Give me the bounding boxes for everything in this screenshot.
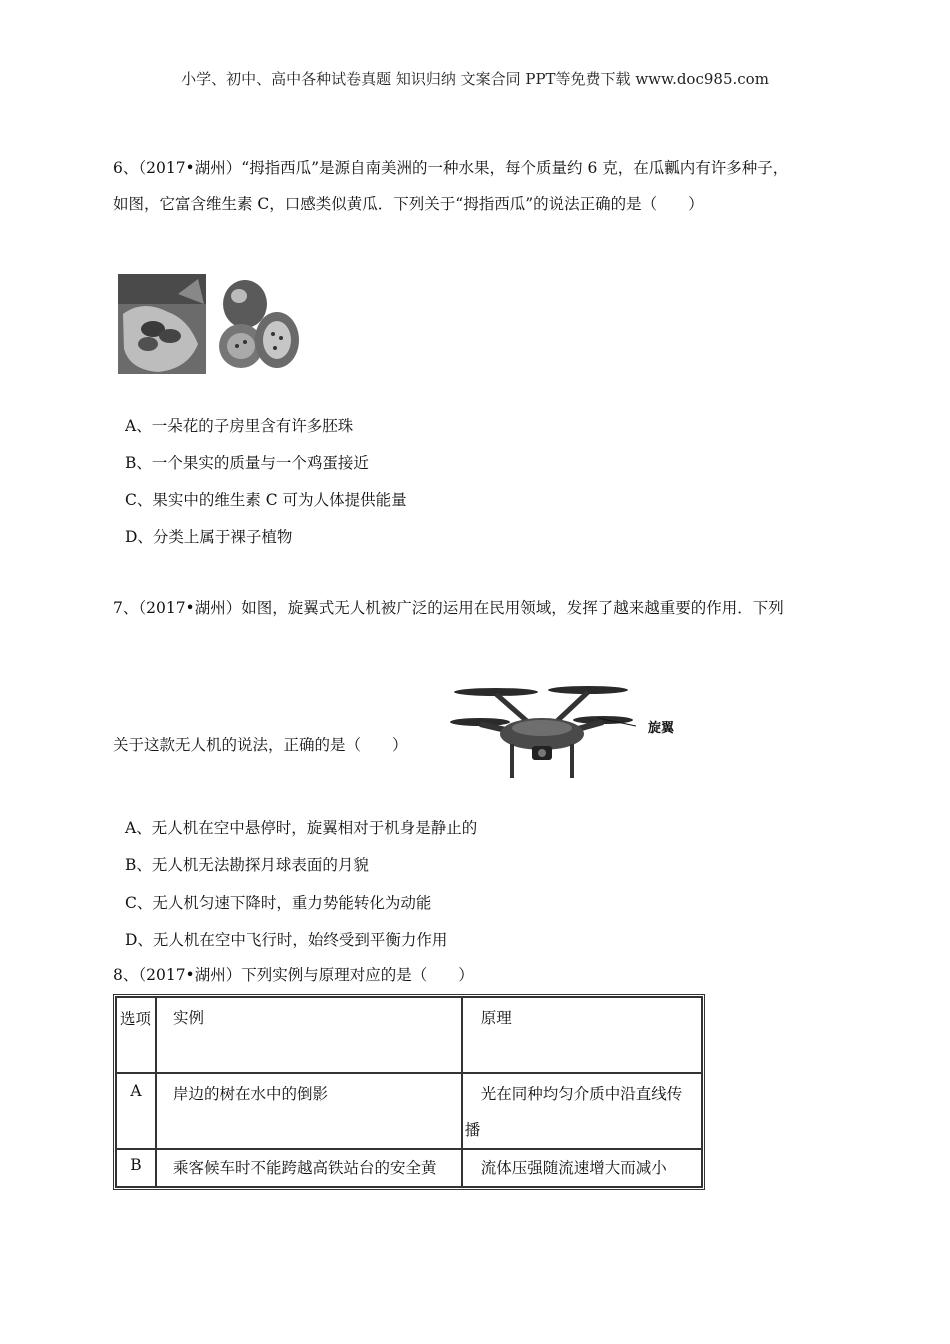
row-a-principle-line1: 光在同种均匀介质中沿直线传 [480,1085,683,1103]
q8-line-1: 8、（2017•湖州）下列实例与原理对应的是（ ） [113,966,474,984]
page-header: 小学、初中、高中各种试卷真题 知识归纳 文案合同 PPT等免费下载 www.doc985.com [181,70,769,88]
q8-table [113,994,705,1190]
header-option-cell [116,997,156,1073]
q7-option-a: A、无人机在空中悬停时，旋翼相对于机身是静止的 [125,819,478,837]
q7-line-1: 7、（2017•湖州）如图，旋翼式无人机被广泛的运用在民用领域，发挥了越来越重要的作用．下列 [113,599,784,617]
table-row [116,1149,702,1187]
row-b-option: B [130,1156,142,1174]
drone-photo [448,682,638,784]
q6-option-b: B、一个果实的质量与一个鸡蛋接近 [125,454,369,472]
header-principle-cell [462,997,702,1073]
row-a-option-cell [116,1073,156,1149]
q7-option-d: D、无人机在空中飞行时，始终受到平衡力作用 [125,931,448,949]
header-option-text: 选项 [119,1010,151,1028]
header-principle-text: 原理 [480,1009,512,1027]
row-a-example-cell [156,1073,462,1149]
row-a-example: 岸边的树在水中的倒影 [173,1085,329,1103]
header-example-cell [156,997,462,1073]
table-row [116,1073,702,1149]
header-example-text: 实例 [173,1009,205,1027]
row-b-principle-line1: 流体压强随流速增大而减小 [480,1159,667,1177]
drone-rotor-label: 旋翼 [648,721,675,736]
q7-option-b: B、无人机无法勘探月球表面的月貌 [125,856,369,874]
row-a-principle-line2: 播 [464,1121,481,1139]
row-b-example-cell [156,1149,462,1187]
q6-option-c: C、果实中的维生素 C 可为人体提供能量 [125,491,407,509]
table-header-row [116,997,702,1073]
thumb-melon-fruits-photo [215,276,301,372]
row-b-principle-cell [462,1149,702,1187]
thumb-melon-hand-photo [118,274,206,374]
q7-option-c: C、无人机匀速下降时，重力势能转化为动能 [125,894,432,912]
row-a-option: A [130,1082,142,1100]
q6-option-d: D、分类上属于裸子植物 [125,528,293,546]
q7-line-2: 关于这款无人机的说法，正确的是（ ） [113,736,408,754]
row-b-example: 乘客候车时不能跨越高铁站台的安全黄 [173,1159,437,1177]
row-a-principle-cell [462,1073,702,1149]
row-b-option-cell [116,1149,156,1187]
q6-line-2: 如图，它富含维生素 C，口感类似黄瓜．下列关于“拇指西瓜”的说法正确的是（ ） [113,195,704,213]
q6-option-a: A、一朵花的子房里含有许多胚珠 [125,417,354,435]
q6-line-1: 6、（2017•湖州）“拇指西瓜”是源自南美洲的一种水果，每个质量约 6 克，在瓜瓤内有许多种子， [113,159,789,177]
